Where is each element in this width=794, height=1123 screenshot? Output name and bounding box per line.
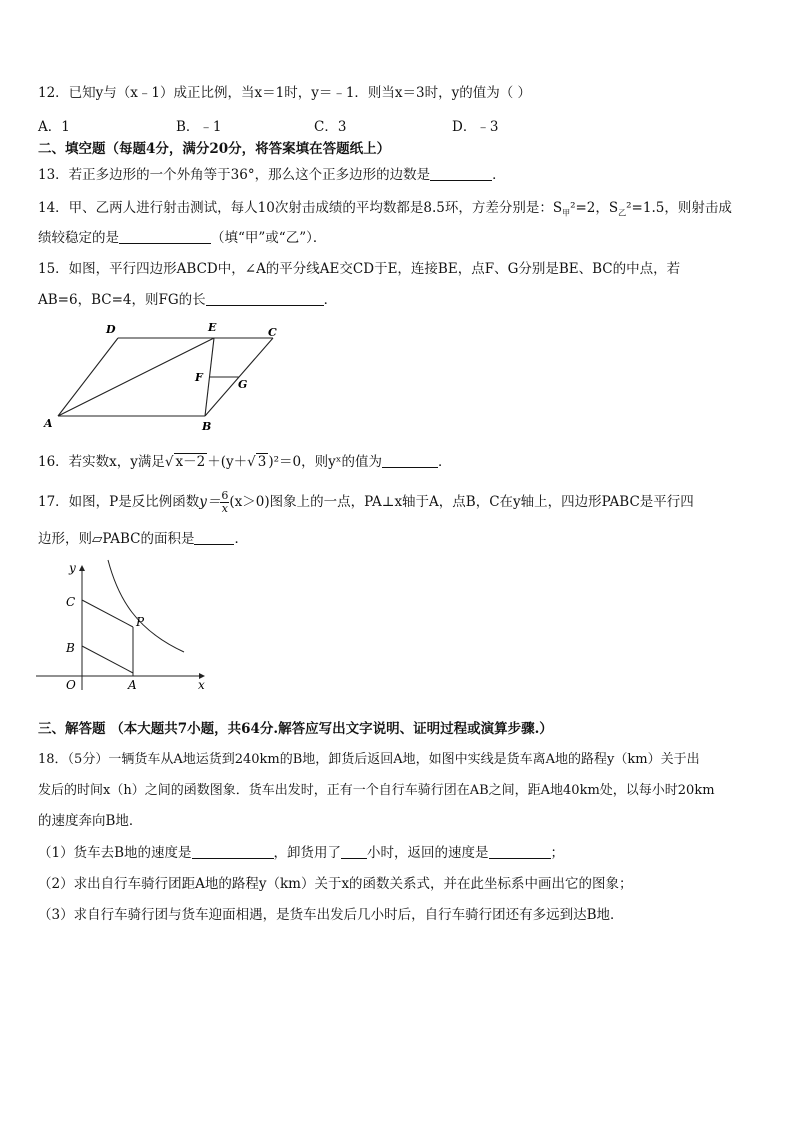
q12-option-c: C．3 — [314, 119, 347, 135]
q16-text-3: )²＝0，则yˣ的值为 — [268, 454, 382, 470]
q16-radicand-1: x－2 — [175, 454, 206, 470]
question-17-line-1 — [38, 490, 694, 515]
q14-text-1: 14．甲、乙两人进行射击测试，每人10次射击成绩的平均数都是8.5环，方差分别是：S — [38, 200, 563, 216]
question-18-line-3: 的速度奔向B地． — [38, 813, 143, 829]
sqrt-sign-1: √ — [164, 454, 174, 470]
q18-blank-speed-to-b — [192, 844, 274, 859]
label-a: A — [128, 678, 137, 692]
q17-func-y: y＝ — [199, 494, 221, 510]
label-g: G — [238, 378, 248, 391]
frac-denominator: x — [221, 502, 229, 515]
q17-end: ． — [234, 531, 248, 547]
q18-blank-return-speed — [489, 844, 551, 859]
q14-sub-jia: 甲 — [562, 208, 571, 218]
q12-option-d: D．﹣3 — [452, 119, 499, 135]
q16-radicand-2: 3 — [257, 454, 267, 470]
question-15-line-1: 15．如图，平行四边形ABCD中，∠A的平分线AE交CD于E，连接BE，点F、G分别是BE、BC的中点，若 — [38, 261, 681, 277]
q17-text-3: 边形，则▱PABC的面积是 — [38, 531, 195, 547]
q16-end: ． — [437, 454, 452, 470]
q14-text-2: ²=2，S — [570, 200, 619, 216]
segment-ae — [58, 338, 214, 416]
question-18-sub-3: （3）求自行车骑行团与货车迎面相遇，是货车出发后几小时后，自行车骑行团还有多远到达B地． — [38, 907, 624, 923]
inverse-function-figure — [36, 558, 216, 694]
q14-text-4: 绩较稳定的是 — [38, 230, 119, 246]
label-y: y — [69, 561, 76, 575]
q18-sub1-text-4: ； — [550, 845, 565, 861]
q18-sub1-text-3: 小时，返回的速度是 — [367, 845, 489, 861]
q17-condition: (x＞0) — [229, 494, 270, 510]
frac-numerator: 6 — [221, 489, 229, 502]
segment-cp — [82, 600, 133, 627]
q13-end: ． — [492, 167, 506, 183]
q17-text-1: 17．如图，P是反比例函数 — [38, 494, 200, 510]
q12-option-a: A．1 — [38, 119, 70, 135]
question-15-line-2 — [38, 291, 337, 309]
label-c: C — [268, 326, 277, 339]
label-x: x — [198, 678, 205, 692]
q16-text-1: 16．若实数x，y满足 — [38, 454, 165, 470]
q14-answer-blank — [119, 229, 211, 244]
parallelogram-figure — [40, 318, 290, 434]
section-3-title: 三、解答题 （本大题共7小题，共64分.解答应写出文字说明、证明过程或演算步骤.） — [38, 721, 553, 737]
section-2-title: 二、填空题（每题4分，满分20分，将答案填在答题纸上） — [38, 141, 391, 157]
q15-text: AB=6，BC=4，则FG的长 — [38, 292, 206, 308]
label-e: E — [208, 321, 217, 334]
q13-text: 13．若正多边形的一个外角等于36°，那么这个正多边形的边数是 — [38, 167, 431, 183]
q18-sub1-text-2: ，卸货用了 — [273, 845, 342, 861]
q17-answer-blank — [194, 530, 234, 545]
q12-option-b: B．﹣1 — [176, 119, 222, 135]
question-16 — [38, 453, 451, 471]
q16-text-2: ＋(y＋ — [207, 454, 248, 470]
label-f: F — [195, 371, 203, 384]
q15-end: ． — [323, 292, 338, 308]
label-c: C — [66, 595, 76, 609]
hyperbola-curve — [108, 560, 184, 652]
label-b: B — [66, 641, 75, 655]
segment-ba — [82, 646, 133, 673]
q13-answer-blank — [430, 166, 492, 181]
question-12-text: 12．已知y与（x﹣1）成正比例，当x＝1时，y＝﹣1．则当x＝3时，y的值为（ ） — [38, 85, 532, 101]
sqrt-sign-2: √ — [247, 454, 256, 470]
q16-answer-blank — [382, 453, 438, 468]
question-18-line-2: 发后的时间x（h）之间的函数图象．货车出发时，正有一个自行车骑行团在AB之间，距A地40km处，以每小时20km — [38, 783, 715, 798]
q17-text-2: 图象上的一点，PA⊥x轴于A，点B，C在y轴上，四边形PABC是平行四 — [269, 494, 694, 510]
segment-ad — [58, 338, 118, 416]
q14-text-5: （填“甲”或“乙”）． — [211, 230, 327, 246]
label-p: P — [136, 615, 145, 629]
q14-sub-yi: 乙 — [618, 208, 627, 218]
question-18-sub-1 — [38, 844, 564, 862]
question-17-line-2 — [38, 530, 248, 548]
question-14-line-1 — [38, 199, 732, 223]
label-a: A — [44, 417, 53, 430]
question-18-line-1: 18．（5分）一辆货车从A地运货到240km的B地，卸货后返回A地，如图中实线是货车离A地的路程y（km）关于出 — [38, 752, 700, 767]
q18-sub1-text-1: （1）货车去B地的速度是 — [38, 845, 192, 861]
label-o: O — [66, 678, 76, 692]
q18-blank-unload-time — [341, 844, 367, 859]
question-18-sub-2: （2）求出自行车骑行团距A地的路程y（km）关于x的函数关系式，并在此坐标系中画出它的图象； — [38, 876, 633, 892]
q14-text-3: ²=1.5，则射击成 — [626, 200, 732, 216]
label-d: D — [106, 323, 116, 336]
q15-answer-blank — [206, 291, 324, 306]
question-13 — [38, 166, 506, 184]
question-14-line-2 — [38, 229, 326, 247]
label-b: B — [202, 420, 212, 433]
